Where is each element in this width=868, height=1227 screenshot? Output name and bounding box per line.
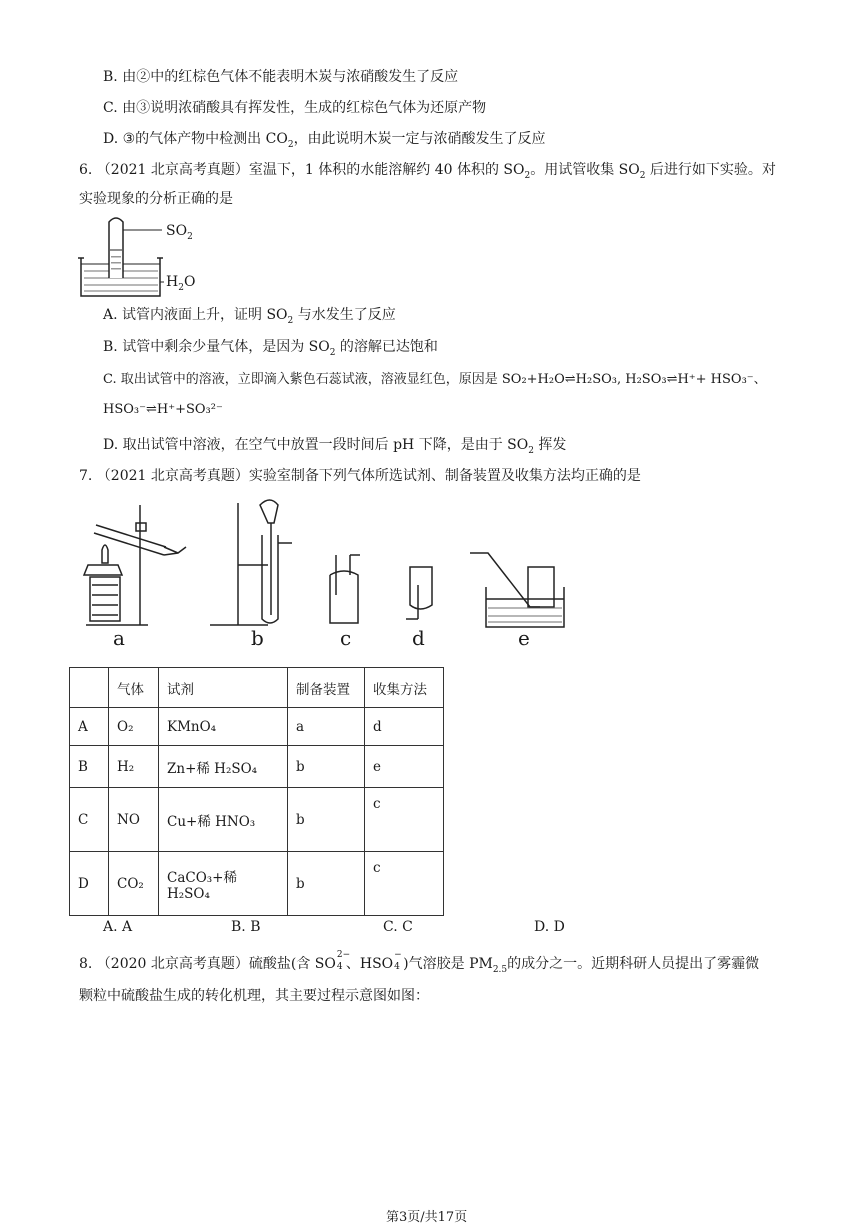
q5-option-b: B. 由②中的红棕色气体不能表明木炭与浓硝酸发生了反应 <box>103 69 459 85</box>
table-row <box>70 708 444 746</box>
table-header-row <box>70 668 444 708</box>
figure-label-a: a <box>113 626 125 650</box>
table-cell: d <box>365 708 444 746</box>
table-cell: c <box>365 852 444 916</box>
q5-option-d: D. ③的气体产物中检测出 $CO_2$，由此说明木炭一定与浓硝酸发生了反应 <box>103 131 546 150</box>
table-cell: A <box>70 708 109 746</box>
q6-option-c: C. 取出试管中的溶液，立即滴入紫色石蕊试液，溶液显红色，原因是 SO₂+H₂O⇌H₂SO₃, H₂SO₃⇌H⁺+ HSO₃⁻、 <box>103 372 767 387</box>
table-cell: CaCO₃+稀 H₂SO₄ <box>159 852 288 916</box>
figure-label-e: e <box>518 626 530 650</box>
table-cell: b <box>288 788 365 852</box>
table-header-cell: 收集方法 <box>365 668 444 708</box>
table-cell: e <box>365 746 444 788</box>
choice-b[interactable]: B. B <box>231 919 261 935</box>
table-header-cell: 气体 <box>109 668 159 708</box>
table-cell: C <box>70 788 109 852</box>
q6-label-so2: $SO_2$ <box>166 223 193 242</box>
table-cell: b <box>288 852 365 916</box>
table-header-cell <box>70 668 109 708</box>
figure-label-c: c <box>340 626 352 650</box>
page-number: 第3页/共17页 <box>386 1210 468 1225</box>
table-cell: c <box>365 788 444 852</box>
q6-option-c-equation: HSO₃⁻⇌H⁺+SO₃²⁻ <box>103 402 223 417</box>
table-cell: H₂ <box>109 746 159 788</box>
table-cell: B <box>70 746 109 788</box>
table-header-cell: 试剂 <box>159 668 288 708</box>
q7-stem: 7. （2021 北京高考真题）实验室制备下列气体所选试剂、制备装置及收集方法均正确的是 <box>79 468 641 484</box>
table-cell: D <box>70 852 109 916</box>
table-cell: Zn+稀 H₂SO₄ <box>159 746 288 788</box>
choice-d[interactable]: D. D <box>534 919 565 935</box>
q6-option-b: B. 试管中剩余少量气体，是因为 $SO_2$ 的溶解已达饱和 <box>103 339 438 358</box>
table-row <box>70 746 444 788</box>
table-row <box>70 788 444 852</box>
q6-stem-line1: 6. （2021 北京高考真题）室温下，1 体积的水能溶解约 40 体积的 $SO_2$。用试管收集 $SO_2$ 后进行如下实验。对 <box>79 162 776 181</box>
table-row <box>70 852 444 916</box>
table-header-cell: 制备装置 <box>288 668 365 708</box>
q6-label-h2o: $H_2O$ <box>166 274 196 293</box>
q7-options-table <box>69 667 444 916</box>
q5-option-c: C. 由③说明浓硝酸具有挥发性，生成的红棕色气体为还原产物 <box>103 100 487 116</box>
q6-option-a: A. 试管内液面上升，证明 $SO_2$ 与水发生了反应 <box>103 307 396 326</box>
table-cell: a <box>288 708 365 746</box>
figure-label-b: b <box>251 626 264 650</box>
table-cell: O₂ <box>109 708 159 746</box>
table-cell: NO <box>109 788 159 852</box>
table-cell: b <box>288 746 365 788</box>
table-cell: Cu+稀 HNO₃ <box>159 788 288 852</box>
q6-option-d: D. 取出试管中溶液，在空气中放置一段时间后 pH 下降，是由于 $SO_2$ 挥发 <box>103 437 567 456</box>
choice-c[interactable]: C. C <box>383 919 413 935</box>
q6-stem-line2: 实验现象的分析正确的是 <box>79 191 233 207</box>
table-cell: KMnO₄ <box>159 708 288 746</box>
q8-stem-line2: 颗粒中硫酸盐生成的转化机理，其主要过程示意图如图： <box>79 988 429 1004</box>
table-cell: CO₂ <box>109 852 159 916</box>
choice-a[interactable]: A. A <box>103 919 133 935</box>
figure-label-d: d <box>412 626 425 650</box>
q8-stem-line1: 8. （2020 北京高考真题）硫酸盐(含 SO 2− 4 、HSO − 4 )气溶胶是 $PM_{2.5}$的成分之一。近期科研人员提出了雾霾微 <box>79 950 760 975</box>
